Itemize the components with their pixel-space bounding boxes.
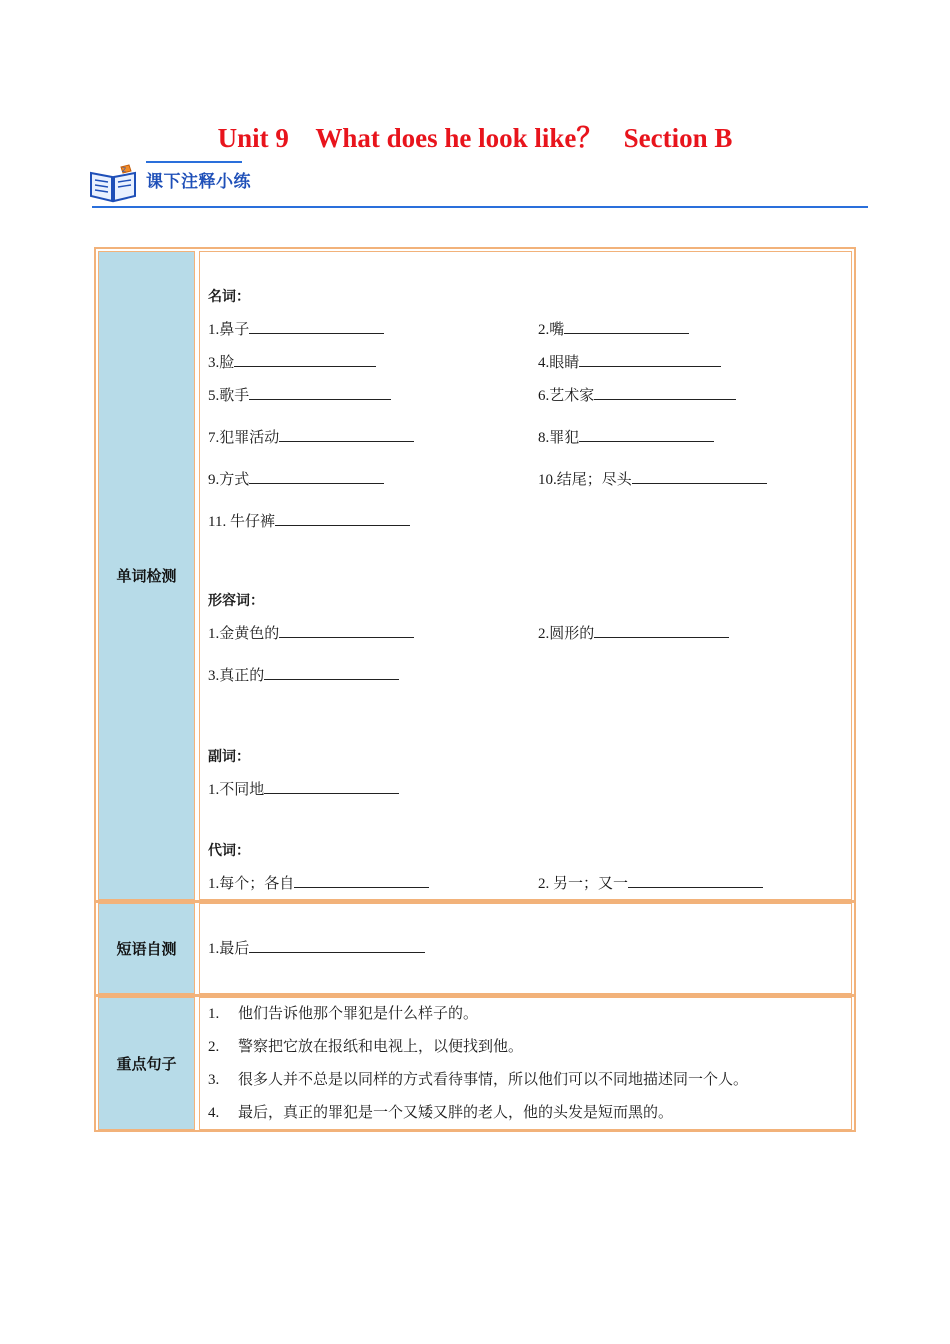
answer-blank[interactable] [279, 623, 414, 638]
sentences-row [96, 997, 854, 1130]
answer-blank[interactable] [294, 873, 429, 888]
answer-blank[interactable] [249, 469, 384, 484]
answer-blank[interactable] [594, 623, 729, 638]
answer-blank[interactable] [579, 427, 714, 442]
word-item: 7.犯罪活动 [208, 426, 414, 447]
open-book-icon [88, 163, 138, 203]
word-item: 9.方式 [208, 468, 384, 489]
answer-blank[interactable] [249, 319, 384, 334]
phrases-row [96, 903, 854, 994]
words-header: 单词检测 [98, 251, 195, 900]
sentence-item: 2. 警察把它放在报纸和电视上，以便找到他。 [208, 1039, 524, 1055]
exercise-table [94, 247, 856, 1132]
word-item: 5.歌手 [208, 384, 391, 405]
answer-blank[interactable] [594, 385, 736, 400]
sentences-content [199, 997, 852, 1130]
answer-blank[interactable] [234, 352, 376, 367]
phrase-item: 1.最后 [208, 937, 425, 958]
sentence-item: 1. 他们告诉他那个罪犯是什么样子的。 [208, 1006, 479, 1022]
word-item: 1.金黄色的 [208, 622, 414, 643]
banner-rule [92, 206, 868, 208]
word-item: 3.真正的 [208, 664, 399, 685]
word-item: 1.不同地 [208, 778, 399, 799]
answer-blank[interactable] [279, 427, 414, 442]
word-item: 1.每个；各自 [208, 872, 429, 893]
word-item: 10.结尾；尽头 [538, 468, 767, 489]
phrases-content [199, 903, 852, 994]
answer-blank[interactable] [249, 385, 391, 400]
answer-blank[interactable] [264, 779, 399, 794]
answer-blank[interactable] [628, 873, 763, 888]
adjectives-label: 形容词： [208, 593, 264, 609]
adverbs-label: 副词： [208, 749, 250, 765]
sentence-item: 4. 最后，真正的罪犯是一个又矮又胖的老人，他的头发是短而黑的。 [208, 1105, 674, 1121]
word-item: 2.嘴 [538, 318, 689, 339]
word-item: 6.艺术家 [538, 384, 736, 405]
answer-blank[interactable] [564, 319, 689, 334]
word-item: 3.脸 [208, 351, 376, 372]
answer-blank[interactable] [275, 511, 410, 526]
svg-text:Z: Z [122, 167, 127, 174]
words-row [96, 251, 854, 900]
word-item: 4.眼睛 [538, 351, 721, 372]
banner-label: 课下注释小练 [146, 172, 251, 192]
word-item: 1.鼻子 [208, 318, 384, 339]
answer-blank[interactable] [632, 469, 767, 484]
word-item: 11. 牛仔裤 [208, 510, 410, 531]
words-content [199, 251, 852, 900]
page-title: Unit 9 What does he look like？ Section B [217, 123, 733, 153]
sentences-header: 重点句子 [98, 997, 195, 1130]
word-item: 2. 另一；又一 [538, 872, 763, 893]
phrases-header: 短语自测 [98, 903, 195, 994]
banner-topline [146, 161, 242, 163]
sentence-item: 3. 很多人并不总是以同样的方式看待事情，所以他们可以不同地描述同一个人。 [208, 1072, 749, 1088]
pronouns-label: 代词： [208, 843, 250, 859]
word-item: 2.圆形的 [538, 622, 729, 643]
nouns-label: 名词： [208, 289, 250, 305]
answer-blank[interactable] [579, 352, 721, 367]
answer-blank[interactable] [264, 665, 399, 680]
word-item: 8.罪犯 [538, 426, 714, 447]
answer-blank[interactable] [249, 938, 425, 953]
